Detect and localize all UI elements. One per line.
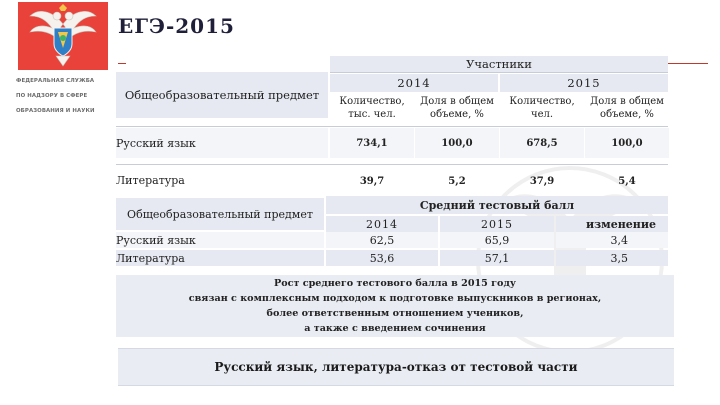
table-cell: 3,5 bbox=[556, 250, 668, 266]
title-rule-right bbox=[668, 63, 708, 64]
note-line: а также с введением сочинения bbox=[304, 323, 486, 334]
org-line: ПО НАДЗОРУ В СФЕРЕ bbox=[16, 93, 88, 99]
table-cell: 678,5 bbox=[500, 128, 584, 158]
subject-header: Общеобразовательный предмет bbox=[116, 198, 324, 230]
organization-name bbox=[16, 74, 112, 119]
title-rule-left bbox=[118, 63, 126, 64]
note-line: связан с комплексным подходом к подготовке выпускников в регионах, bbox=[188, 293, 602, 304]
year-header-2014: 2014 bbox=[326, 216, 438, 232]
conclusion-banner: Русский язык, литература-отказ от тестовой части bbox=[118, 348, 674, 386]
row-subject: Литература bbox=[116, 250, 324, 266]
row-subject: Русский язык bbox=[116, 232, 324, 248]
table-cell: 62,5 bbox=[326, 232, 438, 248]
table-cell: 734,1 bbox=[330, 128, 414, 158]
col-header: Количество, чел. bbox=[509, 96, 575, 120]
col-header: Доля в общем объеме, % bbox=[420, 96, 494, 120]
table-cell: 5,4 bbox=[618, 175, 636, 187]
org-line: ОБРАЗОВАНИЯ И НАУКИ bbox=[16, 108, 95, 114]
table-cell: 53,6 bbox=[326, 250, 438, 266]
divider bbox=[330, 72, 668, 73]
row-subject: Русский язык bbox=[116, 128, 328, 158]
org-line: ФЕДЕРАЛЬНАЯ СЛУЖБА bbox=[16, 78, 95, 84]
page-title: ЕГЭ-2015 bbox=[118, 14, 235, 38]
emblem-logo bbox=[18, 2, 108, 70]
table-cell: 3,4 bbox=[556, 232, 668, 248]
col-header: Количество, тыс. чел. bbox=[339, 96, 405, 120]
col-header: Доля в общем объеме, % bbox=[590, 96, 664, 120]
change-header: изменение bbox=[556, 216, 668, 232]
note-line: Рост среднего тестового балла в 2015 году bbox=[273, 278, 516, 289]
table-cell: 5,2 bbox=[448, 175, 466, 187]
participants-group-header: Участники bbox=[330, 56, 668, 72]
subject-header: Общеобразовательный предмет bbox=[116, 72, 328, 118]
table-cell: 39,7 bbox=[359, 175, 385, 187]
divider bbox=[116, 164, 668, 165]
divider bbox=[116, 126, 668, 127]
table-cell: 100,0 bbox=[585, 128, 669, 158]
table-cell: 57,1 bbox=[440, 250, 554, 266]
score-group-header: Средний тестовый балл bbox=[326, 196, 668, 214]
note-line: более ответственным отношением учеников, bbox=[266, 308, 524, 319]
year-header-2015: 2015 bbox=[500, 74, 668, 92]
year-header-2014: 2014 bbox=[330, 74, 498, 92]
year-header-2015: 2015 bbox=[440, 216, 554, 232]
table-cell: 65,9 bbox=[440, 232, 554, 248]
table-cell: 37,9 bbox=[529, 175, 555, 187]
explanation-note bbox=[116, 275, 674, 337]
table-cell: 100,0 bbox=[415, 128, 499, 158]
eagle-emblem-icon bbox=[18, 2, 108, 70]
row-subject: Литература bbox=[116, 173, 185, 187]
